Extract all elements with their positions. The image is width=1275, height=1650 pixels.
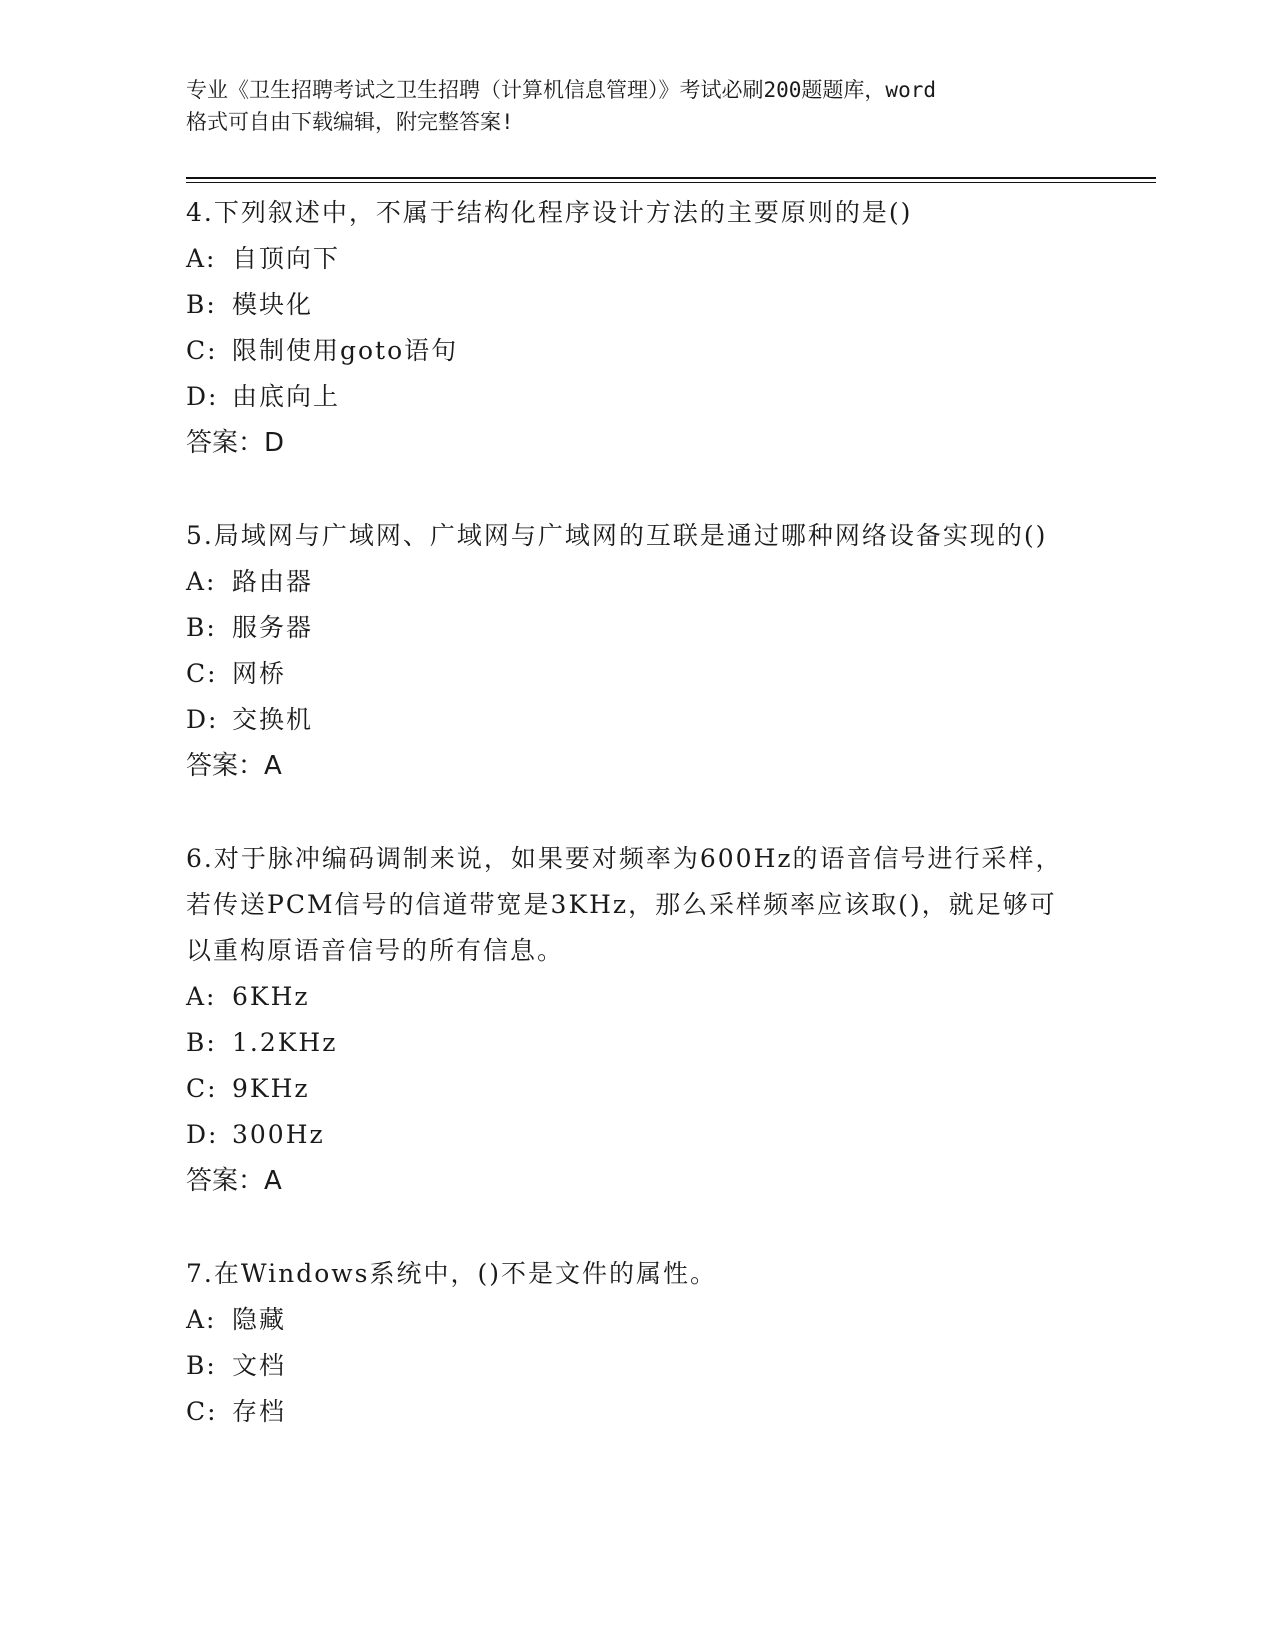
question-stem: 6.对于脉冲编码调制来说，如果要对频率为600Hz的语音信号进行采样，若传送PCM信号的信道带宽是3KHz，那么采样频率应该取()，就足够可以重构原语音信号的所有信息。 xyxy=(186,844,1063,965)
question-5 xyxy=(186,513,1086,789)
question-stem: 7.在Windows系统中，()不是文件的属性。 xyxy=(186,1259,717,1288)
header-line-1: 专业《卫生招聘考试之卫生招聘（计算机信息管理）》考试必刷200题题库，word xyxy=(186,78,936,102)
option-a: A: 自顶向下 xyxy=(186,244,341,273)
option-b: B: 文档 xyxy=(186,1351,287,1380)
option-c: C: 网桥 xyxy=(186,659,287,688)
answer-label: 答案：A xyxy=(186,1166,282,1196)
option-d: D: 交换机 xyxy=(186,705,314,734)
question-4 xyxy=(186,190,1086,466)
option-a: A: 6KHz xyxy=(186,982,310,1011)
answer-label: 答案：A xyxy=(186,751,282,781)
header-divider-thick xyxy=(186,177,1156,179)
option-a: A: 隐藏 xyxy=(186,1305,287,1334)
option-a: A: 路由器 xyxy=(186,567,314,596)
option-b: B: 服务器 xyxy=(186,613,314,642)
question-stem: 4.下列叙述中，不属于结构化程序设计方法的主要原则的是() xyxy=(186,198,913,227)
question-list xyxy=(186,190,1086,1482)
option-c: C: 存档 xyxy=(186,1397,287,1426)
option-b: B: 模块化 xyxy=(186,290,314,319)
option-b: B: 1.2KHz xyxy=(186,1028,338,1057)
header-line-2: 格式可自由下载编辑，附完整答案! xyxy=(186,110,514,134)
question-6 xyxy=(186,836,1086,1204)
question-7 xyxy=(186,1251,1086,1435)
option-d: D: 由底向上 xyxy=(186,382,341,411)
question-stem: 5.局域网与广域网、广域网与广域网的互联是通过哪种网络设备实现的() xyxy=(186,521,1048,550)
answer-label: 答案：D xyxy=(186,428,285,458)
document-header xyxy=(186,74,1086,138)
option-c: C: 9KHz xyxy=(186,1074,310,1103)
header-divider-thin xyxy=(186,182,1156,183)
option-d: D: 300Hz xyxy=(186,1120,325,1149)
option-c: C: 限制使用goto语句 xyxy=(186,336,459,365)
